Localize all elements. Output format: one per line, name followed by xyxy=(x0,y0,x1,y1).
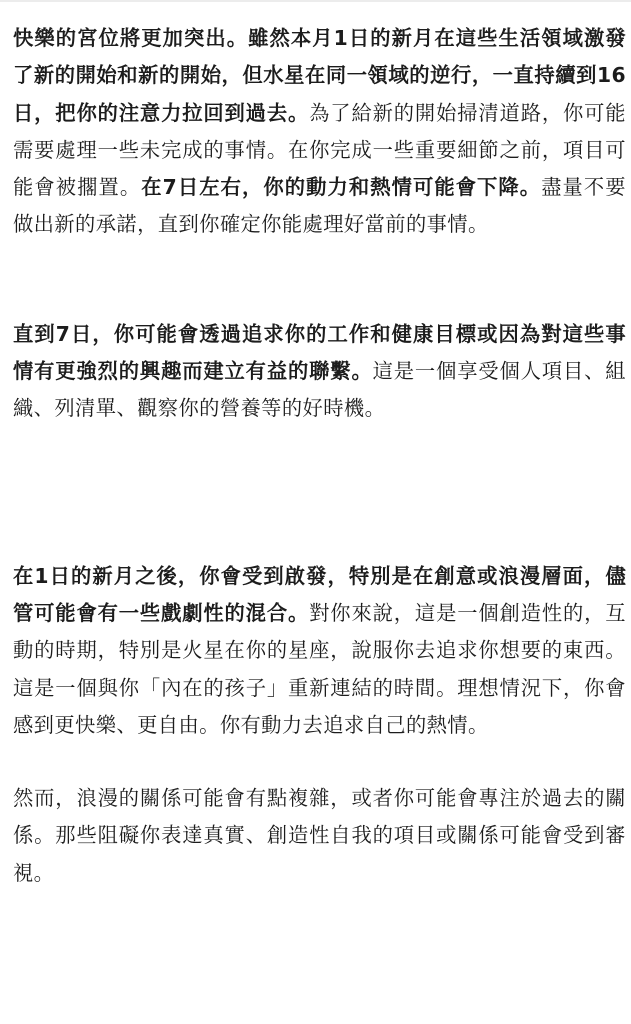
paragraph-4 xyxy=(13,780,626,892)
paragraph-1-text-second: 盡量不要做出新的承諾，直到你確定你能處理好當前的事情。 xyxy=(13,175,626,237)
horoscope-article xyxy=(13,20,626,892)
paragraph-2-bold-lead: 直到7日，你可能會透過追求你的工作和健康目標或因為對這些事情有更強烈的興趣而建立有益的聯繫。 xyxy=(13,321,626,384)
paragraph-2 xyxy=(13,316,626,428)
top-divider xyxy=(0,0,631,2)
paragraph-1 xyxy=(13,20,626,244)
paragraph-3-bold-lead: 在1日的新月之後，你會受到啟發，特別是在創意或浪漫層面，儘管可能會有一些戲劇性的混合。 xyxy=(13,563,626,625)
paragraph-1-bold-lead: 快樂的宮位將更加突出。雖然本月1日的新月在這些生活領域激發了新的開始和新的開始，但水星在同一領域的逆行，一直持續到16日，把你的注意力拉回到過去。 xyxy=(13,26,626,125)
paragraph-2-text: 這是一個享受個人項目、組織、列清單、觀察你的營養等的好時機。 xyxy=(13,359,626,421)
paragraph-4-text: 然而，浪漫的關係可能會有點複雜，或者你可能會專注於過去的關係。那些阻礙你表達真實、創造性自我的項目或關係可能會受到審視。 xyxy=(13,786,626,885)
paragraph-3-text: 對你來說，這是一個創造性的，互動的時期，特別是火星在你的星座，說服你去追求你想要的東西。這是一個與你「內在的孩子」重新連結的時間。理想情況下，你會感到更快樂、更自由。你有動力去追求自己的熱情。 xyxy=(13,600,626,737)
paragraph-1-text: 為了給新的開始掃清道路，你可能需要處理一些未完成的事情。在你完成一些重要細節之前，項目可能會被擱置。 xyxy=(13,100,626,200)
paragraph-1-bold-second: 在7日左右，你的動力和熱情可能會下降。 xyxy=(141,175,542,200)
paragraph-3 xyxy=(13,558,626,744)
